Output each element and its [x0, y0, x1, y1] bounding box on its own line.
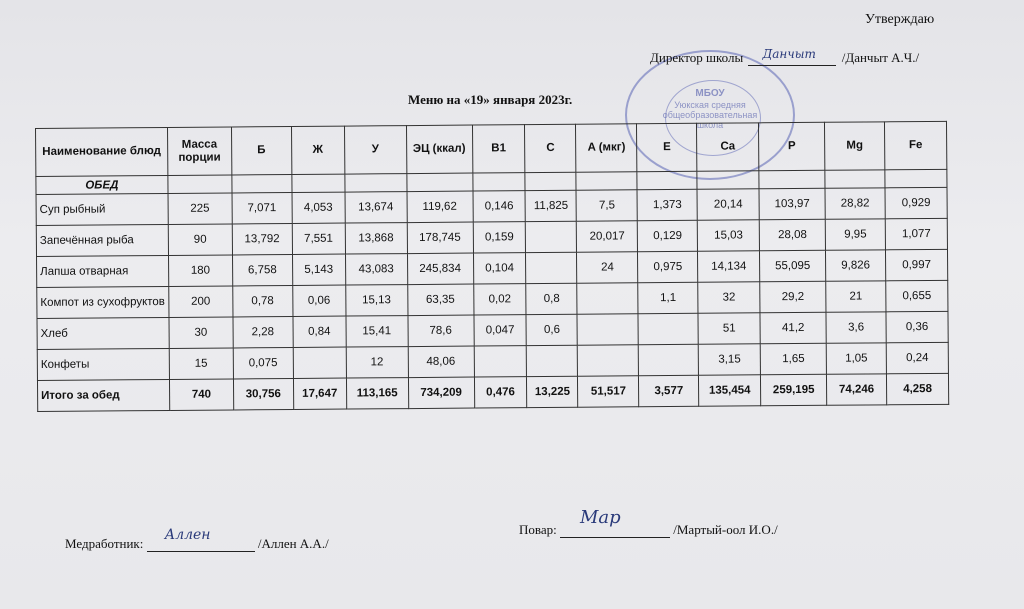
- column-header: P: [759, 122, 825, 171]
- table-cell: 103,97: [759, 188, 825, 220]
- table-cell: 7,551: [292, 223, 345, 254]
- total-cell: 30,756: [233, 378, 293, 409]
- column-header: Fe: [884, 121, 946, 169]
- table-cell: [638, 313, 698, 344]
- total-cell: 51,517: [578, 376, 639, 407]
- table-cell: [526, 252, 577, 283]
- dish-name: Лапша отварная: [37, 255, 169, 287]
- table-cell: 0,6: [526, 314, 577, 345]
- table-cell: 225: [168, 193, 232, 225]
- stamp-line2: общеобразовательная: [662, 110, 758, 120]
- table-cell: 0,075: [233, 347, 293, 378]
- medic-name: /Аллен А.А./: [257, 536, 329, 551]
- table-cell: 9,826: [826, 250, 886, 281]
- table-cell: 29,2: [760, 281, 826, 313]
- table-cell: 0,06: [292, 285, 345, 316]
- table-cell: 1,05: [826, 343, 886, 374]
- table-cell: 15: [169, 348, 233, 380]
- table-cell: 0,104: [473, 253, 526, 284]
- total-cell: 74,246: [827, 374, 887, 405]
- table-cell: 0,047: [473, 315, 526, 346]
- table-cell: 5,143: [292, 254, 345, 285]
- total-cell: 135,454: [699, 375, 761, 406]
- column-header: ЭЦ (ккал): [406, 125, 472, 174]
- total-cell: 17,647: [293, 378, 346, 409]
- table-cell: 48,06: [408, 346, 474, 378]
- table-cell: 0,02: [473, 284, 526, 315]
- table-cell: 28,08: [759, 219, 825, 251]
- table-cell: 28,82: [825, 188, 885, 219]
- table-cell: 63,35: [407, 284, 473, 316]
- total-cell: 4,258: [886, 373, 948, 404]
- table-cell: 15,13: [345, 285, 407, 316]
- table-cell: 1,077: [885, 218, 947, 249]
- dish-name: Хлеб: [37, 317, 169, 349]
- table-cell: 55,095: [760, 250, 826, 282]
- dish-name: Запечённая рыба: [36, 224, 168, 256]
- table-cell: [526, 221, 577, 252]
- table-cell: 7,5: [576, 190, 637, 221]
- table-cell: 180: [168, 255, 232, 287]
- table-cell: 15,41: [346, 316, 408, 347]
- table-cell: 9,95: [825, 219, 885, 250]
- table-cell: 6,758: [232, 254, 292, 285]
- medic-signature: Аллен: [164, 527, 211, 543]
- table-cell: 0,84: [293, 316, 346, 347]
- table-cell: 0,159: [473, 222, 526, 253]
- table-cell: 1,65: [760, 343, 826, 375]
- table-cell: 0,146: [473, 191, 526, 222]
- table-cell: 245,834: [407, 253, 473, 285]
- table-cell: 0,655: [886, 280, 948, 311]
- total-cell: 13,225: [527, 376, 578, 407]
- column-header: Ca: [697, 123, 759, 171]
- approve-label: Утверждаю: [865, 12, 935, 27]
- column-header: Наименование блюд: [36, 127, 168, 176]
- table-cell: 13,674: [345, 192, 407, 223]
- table-cell: [474, 346, 527, 377]
- total-cell: 734,209: [408, 377, 474, 409]
- column-header: Масса порции: [167, 127, 231, 176]
- stamp-line1: Уюкская средняя: [674, 100, 746, 110]
- cook-name: /Мартый-оол И.О./: [673, 522, 778, 537]
- table-header-row: [36, 121, 947, 176]
- director-line: [650, 47, 920, 66]
- table-cell: 90: [168, 224, 232, 256]
- table-cell: 0,8: [526, 283, 577, 314]
- director-name: /Данчыт А.Ч./: [841, 50, 920, 65]
- medic-signature-block: [65, 527, 329, 552]
- dish-name: Суп рыбный: [36, 193, 168, 225]
- table-cell: 11,825: [525, 190, 576, 221]
- total-label: Итого за обед: [37, 379, 169, 411]
- column-header: У: [344, 126, 406, 174]
- section-label: ОБЕД: [36, 175, 168, 194]
- table-cell: 30: [169, 317, 233, 349]
- column-header: C: [525, 124, 576, 172]
- column-header: B1: [472, 125, 525, 173]
- table-cell: 0,24: [886, 342, 948, 373]
- total-cell: 113,165: [346, 378, 408, 409]
- table-cell: 200: [169, 286, 233, 318]
- table-cell: 0,997: [885, 249, 947, 280]
- table-cell: 2,28: [233, 316, 293, 347]
- table-cell: [577, 283, 638, 314]
- table-cell: 3,15: [698, 344, 760, 375]
- dish-name: Конфеты: [37, 348, 169, 380]
- column-header: A (мкг): [576, 124, 637, 172]
- table-cell: 119,62: [407, 191, 473, 223]
- table-cell: 13,868: [345, 223, 407, 254]
- table-cell: 14,134: [698, 251, 760, 282]
- table-cell: 32: [698, 282, 760, 313]
- page-title: Меню на «19» января 2023г.: [408, 92, 573, 107]
- table-cell: 24: [577, 252, 638, 283]
- table-cell: 43,083: [345, 254, 407, 285]
- table-cell: 0,975: [638, 251, 698, 282]
- table-cell: [527, 345, 578, 376]
- table-cell: 1,1: [638, 282, 698, 313]
- table-cell: 1,373: [637, 189, 697, 220]
- director-signature: Данчыт: [762, 47, 816, 61]
- director-signature-line: [748, 47, 836, 66]
- table-cell: 15,03: [697, 220, 759, 251]
- table-cell: 13,792: [232, 223, 292, 254]
- stamp-org: МБОУ: [695, 88, 725, 99]
- stamp-line3: школа: [696, 120, 724, 130]
- dish-name: Компот из сухофруктов: [37, 286, 169, 318]
- column-header: Mg: [825, 122, 885, 170]
- total-row: [37, 373, 948, 411]
- cook-label: Повар:: [519, 522, 557, 537]
- table-cell: [578, 345, 639, 376]
- table-cell: 178,745: [407, 222, 473, 254]
- director-label: Директор школы: [650, 50, 744, 65]
- column-header: Б: [231, 126, 291, 174]
- medic-label: Медработник:: [65, 536, 144, 551]
- table-cell: 3,6: [826, 312, 886, 343]
- table-cell: 0,129: [638, 220, 698, 251]
- table-cell: [293, 347, 346, 378]
- table-cell: 7,071: [232, 192, 292, 223]
- cook-signature-block: [519, 507, 778, 538]
- total-cell: 740: [169, 379, 233, 411]
- column-header: Ж: [291, 126, 344, 174]
- table-cell: [639, 344, 699, 375]
- table-cell: 20,14: [697, 189, 759, 220]
- table-cell: 20,017: [577, 221, 638, 252]
- table-cell: 0,78: [233, 285, 293, 316]
- table-cell: 51: [698, 313, 760, 344]
- total-cell: 3,577: [639, 375, 699, 406]
- table-cell: 4,053: [292, 192, 345, 223]
- total-cell: 0,476: [474, 377, 527, 408]
- table-cell: 0,929: [885, 187, 947, 218]
- column-header: E: [637, 123, 697, 171]
- table-cell: 21: [826, 281, 886, 312]
- medic-signature-line: [147, 527, 255, 552]
- table-cell: 0,36: [886, 311, 948, 342]
- cook-signature-line: [560, 507, 670, 538]
- total-cell: 259,195: [761, 374, 827, 406]
- table-cell: 12: [346, 347, 408, 378]
- table-cell: [577, 314, 638, 345]
- table-cell: 41,2: [760, 312, 826, 344]
- menu-table: [35, 121, 949, 412]
- cook-signature: Мар: [580, 507, 621, 528]
- table-cell: 78,6: [408, 315, 474, 347]
